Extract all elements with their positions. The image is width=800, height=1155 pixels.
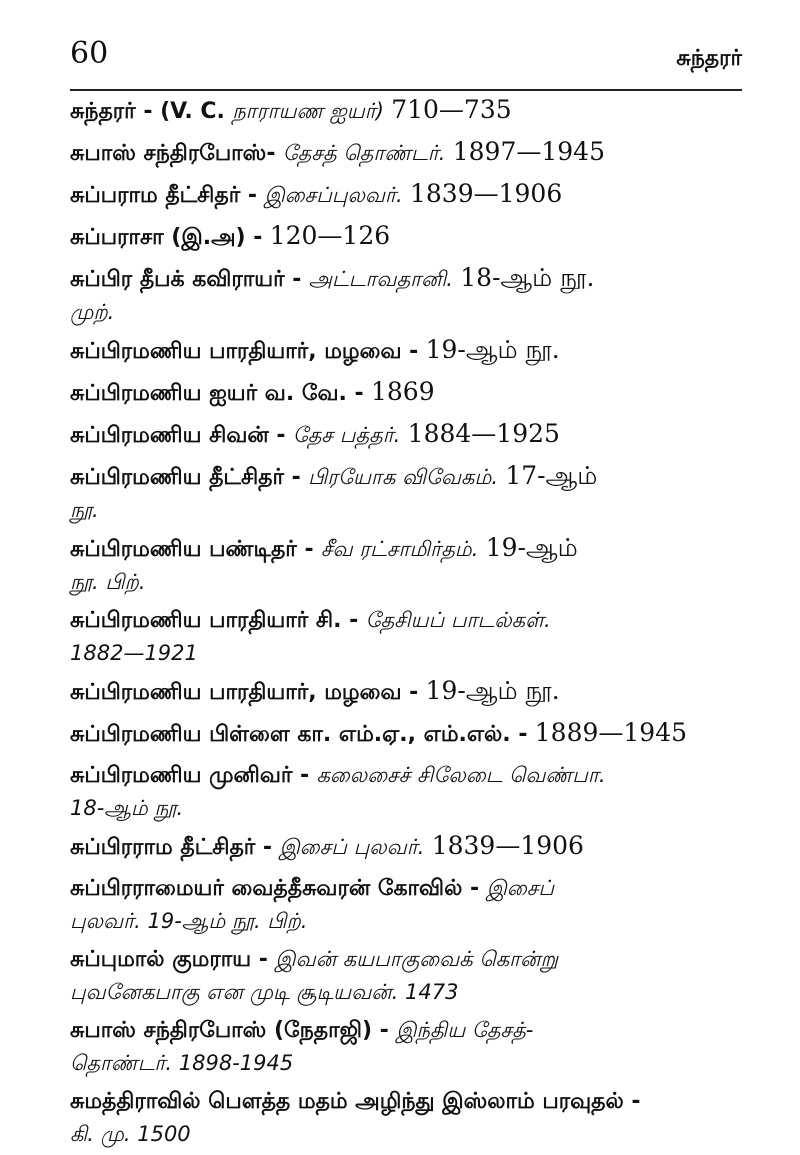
entry-description: தேசியப் பாடல்கள். xyxy=(365,608,551,632)
entry-name: சுப்பிரமணிய பாரதியார் சி. - xyxy=(70,608,359,633)
entry xyxy=(70,603,742,668)
entry-date: 1869 xyxy=(370,377,435,406)
entry-description: இசைப் புலவர். xyxy=(279,835,425,859)
entry-description: சீவ ரட்சாமிர்தம். xyxy=(320,537,479,561)
entry xyxy=(70,531,742,597)
entry-name: சுபாஸ் சந்திரபோஸ்- xyxy=(70,141,276,166)
entry-continuation: 1882—1921 xyxy=(70,641,198,665)
entry-name: சுப்பிரமணிய பாரதியார், மழவை - xyxy=(70,680,419,705)
entry-date: 19-ஆம் நூ. xyxy=(425,335,560,364)
entry-name: சுப்பிரமணிய பிள்ளை கா. எம்.ஏ., எம்.எல். - xyxy=(70,722,528,747)
entry xyxy=(70,177,742,213)
entry-continuation: 18-ஆம் நூ. xyxy=(70,796,184,820)
entry-continuation: தொண்டர். 1898-1945 xyxy=(70,1051,294,1075)
entry-date: 19-ஆம் xyxy=(485,533,578,562)
entry-name: சுப்பிரராமையர் வைத்தீசுவரன் கோவில் - xyxy=(70,876,480,901)
entry-line xyxy=(70,93,742,129)
entry-date: 1839—1906 xyxy=(431,831,584,860)
entry xyxy=(70,261,742,327)
entry xyxy=(70,674,742,710)
entry-description: இசைப் xyxy=(486,876,554,900)
entry-continuation: நூ. xyxy=(70,498,99,522)
entry-name: சுப்பிரமணிய தீட்சிதர் - xyxy=(70,465,301,490)
entry-description: இந்திய தேசத்- xyxy=(396,1018,534,1042)
entry-line xyxy=(70,417,742,453)
entry xyxy=(70,219,742,255)
entry-line xyxy=(70,375,742,411)
entry-date: 1897—1945 xyxy=(452,137,605,166)
entry-name: சுபாஸ் சந்திரபோஸ் (நேதாஜி) - xyxy=(70,1018,389,1043)
entry-date: 1839—1906 xyxy=(409,179,563,208)
entry xyxy=(70,135,742,171)
entry-line xyxy=(70,758,742,793)
entry-line xyxy=(70,135,742,171)
entry-description: நாராயண ஐயர்) xyxy=(232,99,384,123)
entry-line xyxy=(70,1013,742,1048)
entry-list xyxy=(70,93,742,1155)
entry-continuation: நூ. பிற். xyxy=(70,570,146,594)
entry-description: தேசத் தொண்டர். xyxy=(282,141,446,165)
entry xyxy=(70,871,742,936)
entry-line xyxy=(70,459,742,495)
entry-line xyxy=(70,871,742,906)
entry xyxy=(70,333,742,369)
entry-name: சுப்பராசா (இ.அ) - xyxy=(70,225,263,250)
entry-line xyxy=(70,674,742,710)
entry xyxy=(70,375,742,411)
entry-name: சுப்பிரமணிய பாரதியார், மழவை - xyxy=(70,339,419,364)
entry-description: தேச பத்தர். xyxy=(292,423,401,447)
entry xyxy=(70,942,742,1007)
entry-line xyxy=(70,942,742,977)
entry-name: சுப்புமால் குமராய - xyxy=(70,947,268,972)
entry xyxy=(70,93,742,129)
entry-name: சுப்பிரமணிய முனிவர் - xyxy=(70,763,310,788)
entry-line xyxy=(70,531,742,567)
entry-line xyxy=(70,716,742,752)
entry-description: கலைசைச் சிலேடை வெண்பா. xyxy=(316,763,606,787)
entry-date: 19-ஆம் நூ. xyxy=(425,676,560,705)
entry xyxy=(70,1084,742,1149)
entry xyxy=(70,1013,742,1078)
entry-date: 120—126 xyxy=(269,221,391,250)
entry-name: சுமத்திராவில் பௌத்த மதம் அழிந்து இஸ்லாம் பரவுதல் - xyxy=(70,1089,641,1114)
entry-description: பிரயோக விவேகம். xyxy=(308,465,499,489)
entry-name: சுப்பிர தீபக் கவிராயர் - xyxy=(70,267,302,292)
entry xyxy=(70,829,742,865)
running-head: சுந்தரர் xyxy=(676,46,742,71)
entry-description: இவன் கயபாகுவைக் கொன்று xyxy=(275,947,559,971)
entry-continuation: முற். xyxy=(70,300,115,324)
entry-description: அட்டாவதானி. xyxy=(308,267,453,291)
entry-name: சுப்பிரமணிய சிவன் - xyxy=(70,423,286,448)
entry-name: சுப்பிரமணிய ஐயர் வ. வே. - xyxy=(70,381,364,406)
entry-name: சுந்தரர் - (V. C. xyxy=(70,99,225,124)
entry-name: சுப்பிரராம தீட்சிதர் - xyxy=(70,835,273,860)
entry-continuation: புலவர். 19-ஆம் நூ. பிற். xyxy=(70,909,308,933)
entry-name: சுப்பிரமணிய பண்டிதர் - xyxy=(70,537,314,562)
entry-date: 1884—1925 xyxy=(407,419,560,448)
entry xyxy=(70,417,742,453)
entry-continuation: கி. மு. 1500 xyxy=(70,1122,191,1146)
entry-line xyxy=(70,261,742,297)
entry xyxy=(70,758,742,823)
entry-date: 1889—1945 xyxy=(534,718,688,747)
entry-line xyxy=(70,1084,742,1119)
entry-line xyxy=(70,603,742,638)
entry-continuation: புவனேகபாகு என முடி சூடியவன். 1473 xyxy=(70,980,459,1004)
entry xyxy=(70,716,742,752)
entry-date: 18-ஆம் நூ. xyxy=(460,263,595,292)
entry-date: 17-ஆம் xyxy=(505,461,598,490)
entry-line xyxy=(70,177,742,213)
entry-line xyxy=(70,829,742,865)
header-rule xyxy=(70,89,742,91)
entry-description: இசைப்புலவர். xyxy=(264,183,403,207)
entry-name: சுப்பராம தீட்சிதர் - xyxy=(70,183,257,208)
entry-line xyxy=(70,219,742,255)
entry-date: 710—735 xyxy=(391,95,512,124)
entry-line xyxy=(70,333,742,369)
page-number: 60 xyxy=(70,36,109,71)
entry xyxy=(70,459,742,525)
